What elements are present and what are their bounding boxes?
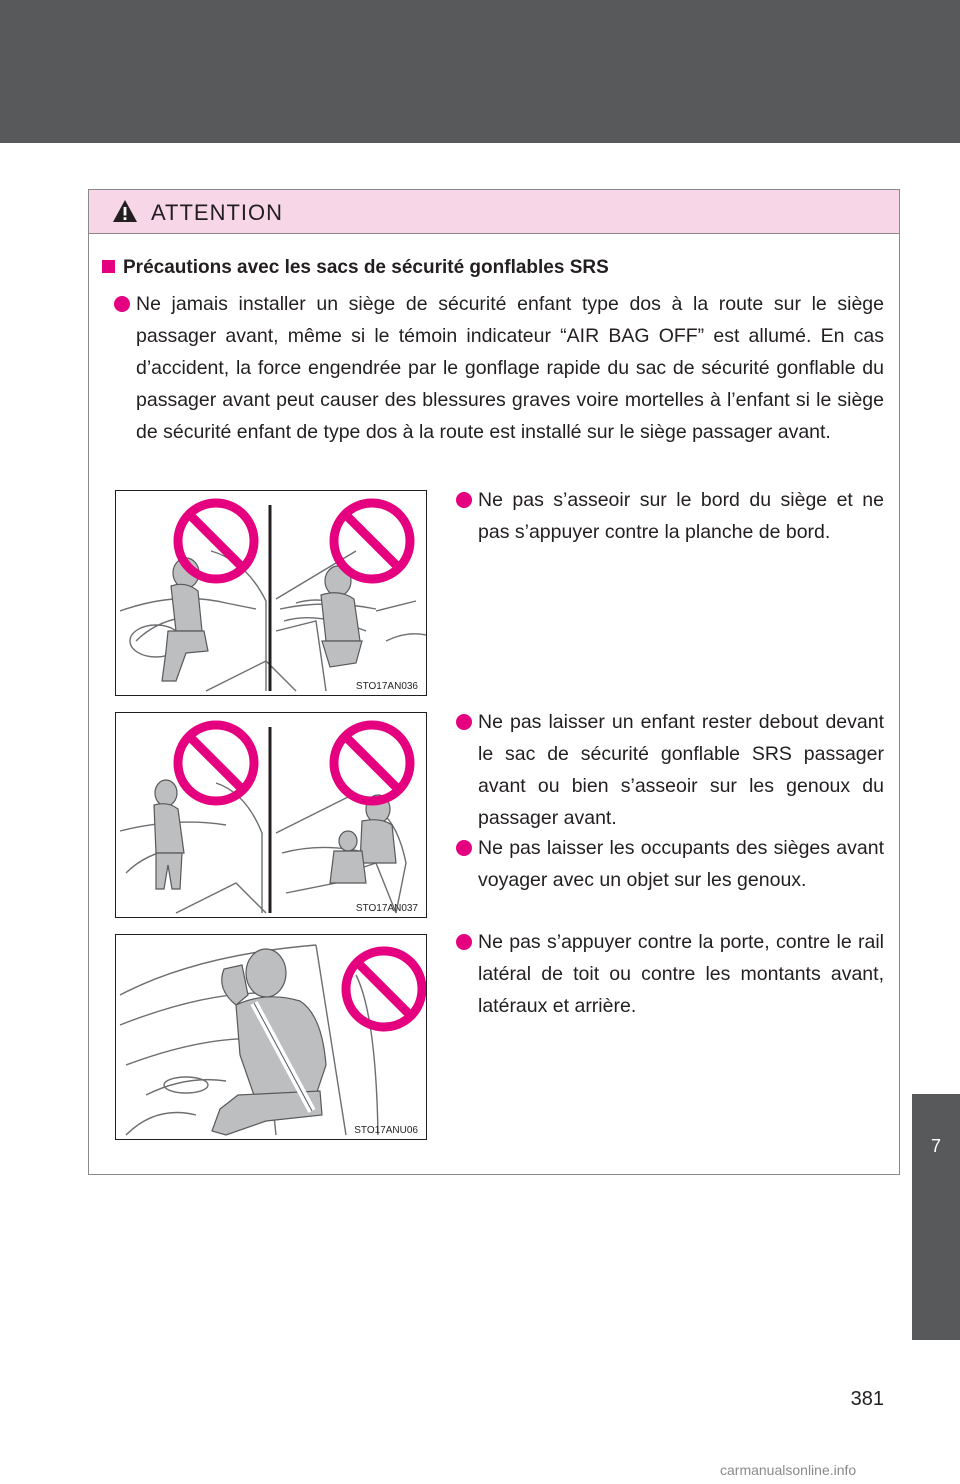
bullet-text: Ne jamais installer un siège de sécurité enfant type dos à la route sur le siège passager avant, même si le témoin indicateur “AIR BAG OFF” est allumé. En cas d’accident, la force engendrée par le gonflage rapide du sac de sécurité gonflable du passager avant peut causer des blessures graves voire mortelles à l’enfant si le siège de sécurité enfant de type dos à la route est installé sur le siège passager avant. xyxy=(136,293,884,443)
warning-triangle-icon xyxy=(112,199,138,223)
page-number: 381 xyxy=(850,1388,884,1410)
bullet-text: Ne pas laisser les occupants des sièges avant voyager avec un objet sur les genoux. xyxy=(478,837,884,891)
caution-header xyxy=(89,190,899,234)
chapter-label: For owners xyxy=(926,1213,947,1315)
bullet-dot-icon xyxy=(456,934,472,950)
bullet-text: Ne pas laisser un enfant rester debout devant le sac de sécurité gonflable SRS passager avant ou bien s’asseoir sur les genoux du passager avant. xyxy=(478,711,884,829)
section-heading xyxy=(102,257,609,279)
prohibition-icon xyxy=(178,725,410,801)
square-bullet-icon xyxy=(102,260,115,273)
bullet-text: Ne pas s’asseoir sur le bord du siège et ne pas s’appuyer contre la planche de bord. xyxy=(478,489,884,543)
section-heading-text: Précautions avec les sacs de sécurité gonflables SRS xyxy=(123,257,609,278)
illustration-leaning-on-door xyxy=(115,934,427,1140)
prohibition-icon xyxy=(346,951,422,1027)
illustration-code: STO17ANU06 xyxy=(354,1125,418,1136)
bullet-item xyxy=(478,926,884,1022)
bullet-dot-icon xyxy=(114,296,130,312)
bullet-item xyxy=(136,288,884,448)
bullet-item xyxy=(478,706,884,834)
bullet-item xyxy=(478,832,884,896)
illustration-code: STO17AN036 xyxy=(355,681,418,692)
illustration-drawing xyxy=(116,491,427,696)
caution-title: ATTENTION xyxy=(151,200,284,225)
illustration-code: STO17AN037 xyxy=(355,903,418,914)
illustration-sitting-on-seat-edge xyxy=(115,490,427,696)
watermark-text: carmanualsonline.info xyxy=(720,1462,857,1478)
bullet-dot-icon xyxy=(456,840,472,856)
illustration-drawing xyxy=(116,713,427,918)
bullet-dot-icon xyxy=(456,714,472,730)
prohibition-icon xyxy=(178,503,410,579)
bullet-item xyxy=(478,484,884,548)
chapter-number: 7 xyxy=(930,1136,941,1156)
bullet-text: Ne pas s’appuyer contre la porte, contre le rail latéral de toit ou contre les montants avant, latéraux et arrière. xyxy=(478,931,884,1017)
illustration-drawing xyxy=(116,935,427,1140)
bullet-dot-icon xyxy=(456,492,472,508)
chapter-label-area xyxy=(912,1188,960,1340)
illustration-child-standing xyxy=(115,712,427,918)
top-header-band xyxy=(0,0,960,143)
